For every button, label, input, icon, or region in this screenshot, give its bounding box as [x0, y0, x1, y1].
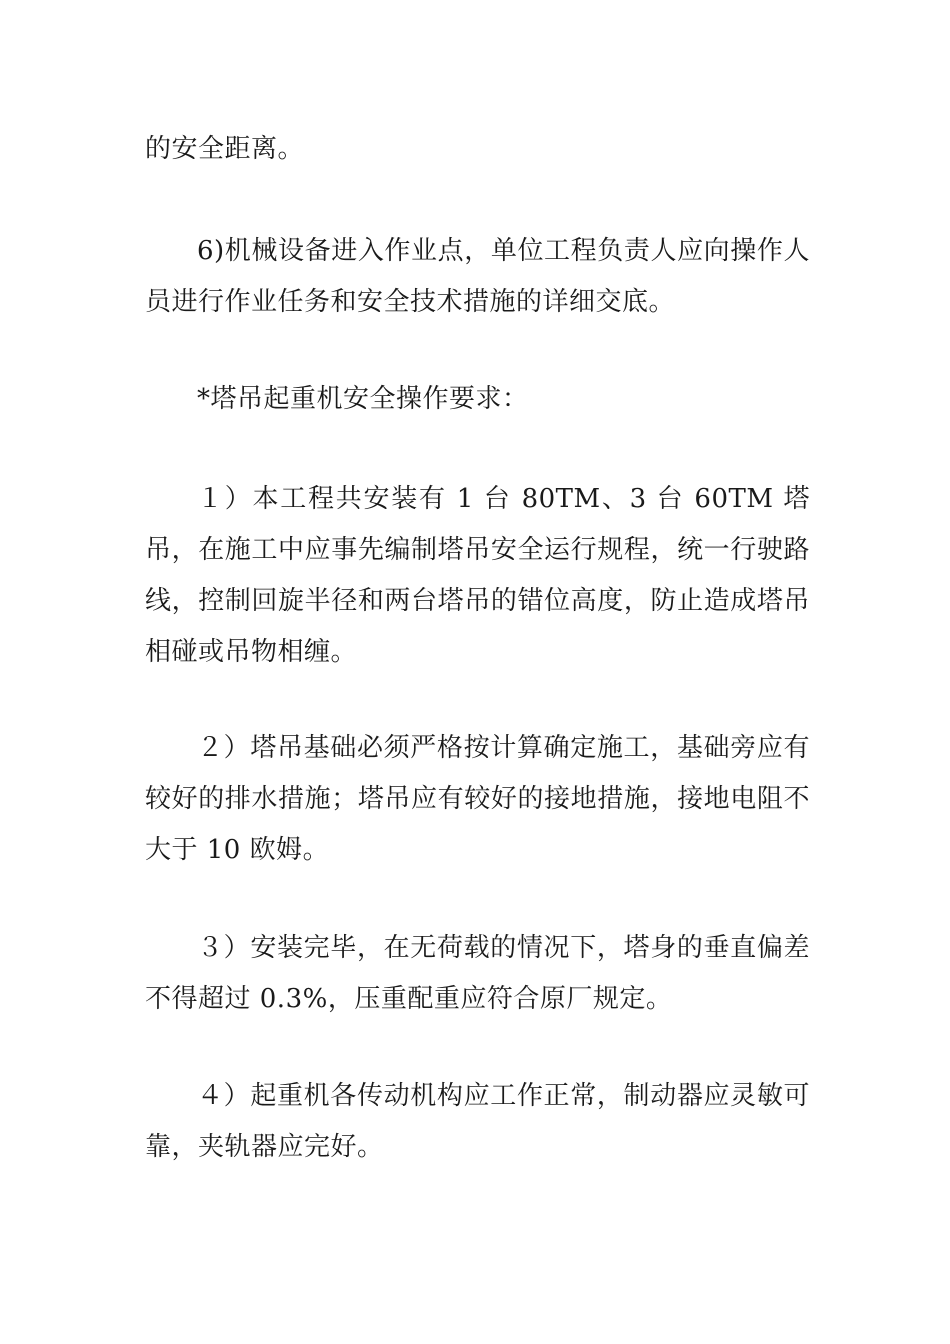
paragraph-crane-item-3: ３）安装完毕，在无荷载的情况下，塔身的垂直偏差不得超过 0.3%，压重配重应符合原厂规定。 [145, 933, 810, 1014]
paragraph-safety-distance: 的安全距离。 [145, 134, 305, 164]
paragraph-crane-item-1: １）本工程共安装有 1 台 80TM、3 台 60TM 塔吊，在施工中应事先编制塔吊安全运行规程，统一行驶路线，控制回旋半径和两台塔吊的错位高度，防止造成塔吊相碰或吊物相缠。 [145, 484, 810, 667]
paragraph-crane-item-2: ２）塔吊基础必须严格按计算确定施工，基础旁应有较好的排水措施；塔吊应有较好的接地措施，接地电阻不大于 10 欧姆。 [145, 733, 810, 865]
paragraph-item-6: 6)机械设备进入作业点，单位工程负责人应向操作人员进行作业任务和安全技术措施的详细交底。 [145, 236, 810, 317]
paragraph-crane-item-4: ４）起重机各传动机构应工作正常，制动器应灵敏可靠，夹轨器应完好。 [145, 1081, 810, 1162]
section-heading-tower-crane: *塔吊起重机安全操作要求： [197, 384, 529, 414]
